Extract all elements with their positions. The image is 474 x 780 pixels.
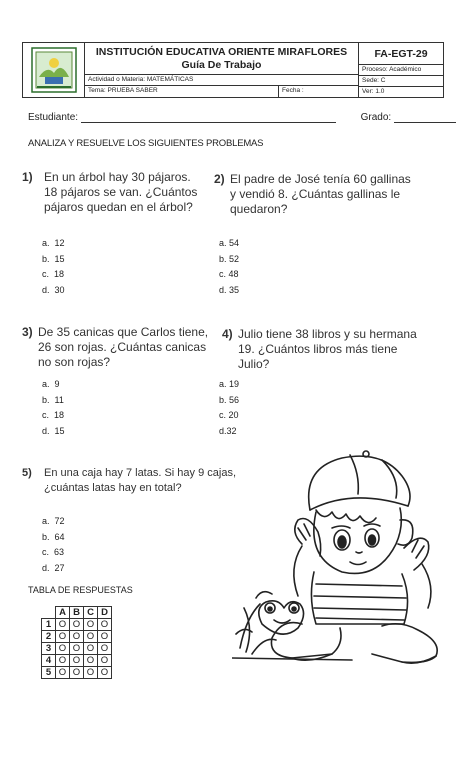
grade-blank[interactable] [394, 122, 456, 123]
instructions: ANALIZA Y RESUELVE LOS SIGUIENTES PROBLEMAS [28, 138, 264, 149]
question-2 [214, 172, 454, 220]
answer-bubble[interactable]: O [56, 643, 70, 655]
row-number: 4 [42, 655, 56, 667]
answer-bubble[interactable]: O [84, 655, 98, 667]
answer-bubble[interactable]: O [56, 655, 70, 667]
question-number: 4) [222, 327, 233, 341]
version-field: Ver: 1.0 [362, 88, 385, 95]
row-number: 2 [42, 631, 56, 643]
question-5-options [42, 514, 65, 576]
question-number: 1) [22, 170, 33, 184]
topic-field: Tema: PRUEBA SABER [85, 86, 279, 97]
option: a. 9 [42, 379, 60, 389]
row-number: 5 [42, 667, 56, 679]
question-line: quedaron? [230, 202, 288, 216]
answer-table-title: TABLA DE RESPUESTAS [28, 585, 133, 595]
student-line [28, 112, 456, 123]
answer-bubble[interactable]: O [98, 643, 112, 655]
answer-bubble[interactable]: O [98, 631, 112, 643]
option: b. 64 [42, 531, 65, 542]
logo-cell [23, 43, 85, 97]
answer-bubble[interactable]: O [98, 667, 112, 679]
answer-bubble[interactable]: O [70, 631, 84, 643]
question-line: De 35 canicas que Carlos tiene, [38, 325, 209, 339]
option: b. 15 [42, 253, 65, 264]
option: d. 27 [42, 562, 65, 573]
title-cell [85, 43, 359, 75]
answer-bubble[interactable]: O [56, 619, 70, 631]
date-field: Fecha : [279, 86, 359, 97]
answer-bubble[interactable]: O [84, 643, 98, 655]
answer-bubble[interactable]: O [56, 631, 70, 643]
question-1-options [42, 236, 65, 298]
process-field: Proceso: Académico [359, 65, 443, 76]
option: b. 11 [42, 394, 64, 405]
option: c. 63 [42, 547, 65, 557]
option: a. 12 [42, 238, 65, 248]
answer-row [42, 631, 112, 643]
question-2-options [219, 236, 239, 298]
document-code: FA-EGT-29 [359, 43, 443, 65]
question-line: Julio tiene 38 libros y su hermana [238, 327, 417, 341]
question-number: 5) [22, 467, 32, 479]
document-header [22, 42, 444, 98]
question-3-options [42, 377, 65, 439]
option: d. 35 [219, 284, 240, 295]
guide-title: Guía De Trabajo [181, 59, 262, 71]
answer-bubble[interactable]: O [84, 667, 98, 679]
site-field: Sede: C [359, 76, 443, 87]
answer-bubble[interactable]: O [70, 643, 84, 655]
question-5 [22, 466, 262, 498]
answer-bubble[interactable]: O [84, 631, 98, 643]
answer-bubble[interactable]: O [70, 667, 84, 679]
activity-field: Actividad o Materia: MATEMÁTICAS [85, 75, 359, 86]
column-header: A [56, 607, 70, 619]
option: c. 48 [219, 269, 239, 279]
column-header: D [98, 607, 112, 619]
row-number: 1 [42, 619, 56, 631]
answer-table-header [42, 607, 112, 619]
question-line: y vendió 8. ¿Cuántas gallinas le [230, 187, 401, 201]
question-line: pájaros quedan en el árbol? [44, 200, 193, 214]
answer-row [42, 655, 112, 667]
option: d.32 [219, 425, 237, 436]
question-line: El padre de José tenía 60 gallinas [230, 172, 411, 186]
child-illustration [232, 448, 448, 666]
question-line: 18 pájaros se van. ¿Cuántos [44, 185, 198, 199]
question-line: Julio? [238, 357, 270, 371]
answer-bubble[interactable]: O [56, 667, 70, 679]
question-3 [22, 325, 222, 373]
answer-table [41, 606, 112, 679]
option: c. 20 [219, 410, 239, 420]
question-number: 2) [214, 172, 225, 186]
option: a. 54 [219, 238, 240, 248]
option: a. 72 [42, 516, 65, 526]
grade-label: Grado: [360, 112, 392, 123]
question-4 [222, 327, 452, 375]
question-line: 19. ¿Cuántos libros más tiene [238, 342, 398, 356]
option: d. 30 [42, 284, 65, 295]
institution-name: INSTITUCIÓN EDUCATIVA ORIENTE MIRAFLORES [95, 46, 348, 58]
answer-bubble[interactable]: O [98, 655, 112, 667]
question-line: no son rojas? [38, 355, 111, 369]
option: c. 18 [42, 410, 65, 420]
question-number: 3) [22, 325, 33, 339]
option: b. 56 [219, 394, 240, 405]
question-1 [22, 170, 222, 218]
answer-row [42, 643, 112, 655]
school-crest-icon [31, 47, 77, 93]
question-line: ¿cuántas latas hay en total? [44, 482, 182, 494]
answer-row [42, 667, 112, 679]
answer-row [42, 619, 112, 631]
column-header: B [70, 607, 84, 619]
option: c. 18 [42, 269, 65, 279]
row-number: 3 [42, 643, 56, 655]
option: d. 15 [42, 425, 65, 436]
corner-cell [42, 607, 56, 619]
answer-bubble[interactable]: O [84, 619, 98, 631]
answer-bubble[interactable]: O [98, 619, 112, 631]
question-line: En un árbol hay 30 pájaros. [44, 170, 191, 184]
question-4-options [219, 377, 239, 439]
answer-bubble[interactable]: O [70, 655, 84, 667]
option: a. 19 [219, 379, 240, 389]
option: b. 52 [219, 253, 240, 264]
student-label: Estudiante: [28, 112, 79, 123]
student-name-blank[interactable] [81, 122, 336, 123]
question-line: En una caja hay 7 latas. Si hay 9 cajas, [44, 467, 237, 479]
question-line: 26 son rojas. ¿Cuántas canicas [38, 340, 207, 354]
answer-bubble[interactable]: O [70, 619, 84, 631]
column-header: C [84, 607, 98, 619]
